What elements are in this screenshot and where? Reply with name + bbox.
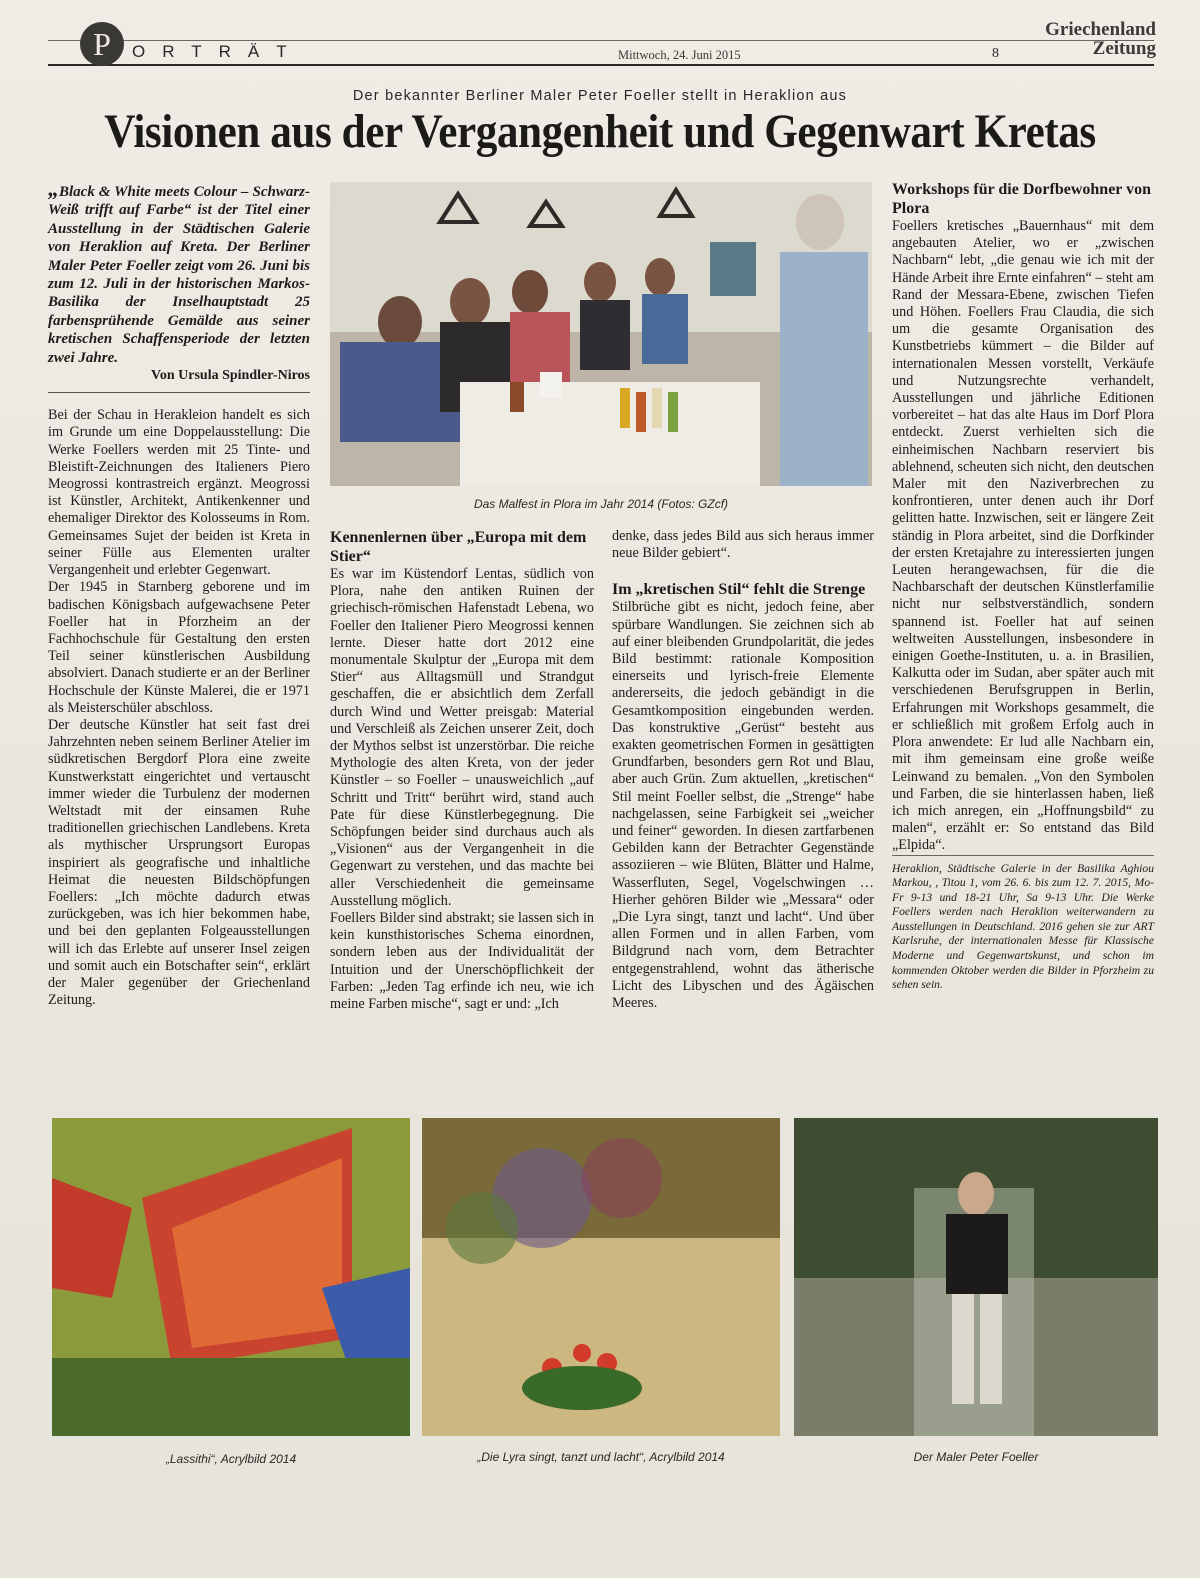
photo-caption: „Die Lyra singt, tanzt und lacht“, Acrylbild 2014 xyxy=(477,1450,725,1464)
body-paragraph: Foellers kretisches „Bauernhaus“ mit dem angebauten Atelier, wo er „zwischen Nachbarn“ lebt, „die genau wie ich mit der Hände Arbeit ihre Ernte einfahren“ – steht am Rand der Messara-Ebene, zwischen Tiefen und Höhen. Foellers Frau Claudia, die sich um die gesamte Organisation des Kunstbetriebs kümmert – die Bilder auf internationalen Messen vorstellt, Verkäufe und Nutzungsrechte verhandelt, Ausstellungen und jährliche Editionen vorbereitet – hat das alte Haus im Dorf Plora entdeckt. Zuerst verhielten sich die einheimischen Nachbarn reserviert bis ablehnend, scheuten sich nicht, den deutschen Maler mit den Naziverbrechen zu konfrontieren, unter denen auch ihr Dorf gelitten hatte. Inzwischen, seit er längere Zeit ständig in Plora arbeitet, sind die Dorfkinder der ersten Kretajahre zu interessierten jungen Leuten herangewachsen, für die die Nachbarschaft der deutschen Künstlerfamilie nicht nur selbstverständlich, sondern spannend ist. Foeller hat auf seinen weltweiten Ausstellungen, insbesondere in einigen Goethe-Instituten, u. a. in Brasilien, Kalkutta oder im Sudan, aber später auch mit verschiedenen Berufsgruppen in Berlin, Erfahrungen mit Workshops gesammelt, die er schließlich mit großem Erfolg auch in Plora anwendete: Er lud alle Nachbarn ein, mit ihm gemeinsam eine große weiße Leinwand zu bemalen. „Von den Symbolen und Farben, die sie hinterlassen haben, ließ ich mich anregen, ein „Hoffnungsbild“ zu malen“, erzählt er: So entstand das Bild „Elpida“. xyxy=(892,218,1154,854)
subheading: Im „kretischen Stil“ fehlt die Strenge xyxy=(612,581,866,599)
divider xyxy=(48,392,310,393)
painting-lassithi xyxy=(52,1118,410,1436)
body-paragraph: Es war im Küstendorf Lentas, südlich von Plora, nahe den antiken Ruinen der griechisch-römischen Hafenstadt Lebena, wo Foeller den Italiener Piero Meogrossi kennen lernte. Dieser hatte dort 2012 eine monumentale Skulptur der „Europa mit dem Stier“ aus Alltagsmüll und Strandgut geschaffen, die er absichtlich dem Zerfall durch Wind und Wetter preisgab: Material und Verschleiß als Zeichen unserer Zeit, doch der Mythos selbst ist unzerstörbar. Die reiche Mythologie des alten Kreta, von der jeder Künstler – so Foeller – unausweichlich „auf Schritt und Tritt“ berührt wird, stand auch Pate für diese Künstlerbegegnung. Die Schöpfungen beider sind durchaus auch als „Visionen“ aus der Vergangenheit in die Gegenwart zu verstehen, und das machte bei aller Verschiedenheit die gemeinsame Ausstellung möglich. xyxy=(330,566,594,909)
kicker: Der bekannter Berliner Maler Peter Foeller stellt in Heraklion aus xyxy=(352,88,848,104)
photo-caption: Der Maler Peter Foeller xyxy=(913,1450,1039,1464)
photo-painter-portrait xyxy=(794,1118,1158,1436)
lead-quote: „ xyxy=(48,176,59,201)
section-initial-badge: P xyxy=(80,22,124,66)
section-label: ORTRÄT xyxy=(132,42,304,61)
column-2 xyxy=(330,528,594,1013)
body-paragraph: denke, dass jedes Bild aus sich heraus immer neue Bilder gebiert“. xyxy=(612,528,874,562)
column-3 xyxy=(612,528,874,1012)
photo-caption: Das Malfest in Plora im Jahr 2014 (Fotos: GZcf) xyxy=(473,497,729,511)
lead-paragraph xyxy=(48,176,310,367)
masthead-rule xyxy=(48,40,1154,41)
body-paragraph: Der deutsche Künstler hat seit fast drei Jahrzehnten neben seinem Berliner Atelier im südkretischen Bergdorf Plora eine zweite Kunstwerkstatt eingerichtet und vertauscht immer wieder die Turbulenz der modernen Weltstadt mit der einsamen Ruhe traditionellen griechischen Landlebens. Kreta als mythischer Ursprungsort Europas inspiriert als geografische und inhaltliche Heimat die neuesten Bildschöpfungen Foellers: „Ich möchte dadurch etwas zurückgeben, was ich hier bekommen habe, und bei den geplanten Folgeausstellungen will ich das Erlebte auf unserer Insel zeigen und somit auch ein Botschafter sein“, erklärt der Maler gegenüber der Griechenland Zeitung. xyxy=(48,716,310,1009)
logo-line: Zeitung xyxy=(1092,38,1156,59)
painting-illustration xyxy=(52,1118,410,1436)
column-4 xyxy=(892,180,1154,993)
byline: Von Ursula Spindler-Niros xyxy=(151,368,310,384)
body-paragraph: Stilbrüche gibt es nicht, jedoch feine, aber spürbare Wandlungen. Sie zeichnen sich ab auf einer bleibenden Grundpolarität, die jedes Bild bestimmt: rationale Komposition einerseits und lyrisch-freie Elemente andererseits, die jedoch gebändigt in die Gesamtkomposition eingebunden werden. Das konstruktive „Gerüst“ besteht aus exakten geometrischen Formen in gesättigten Grundfarben, besonders gern Rot und Blau, aber auch Grün. Zum aktuellen, „kretischen“ Stil meint Foeller selbst, die „Strenge“ habe nachgelassen, seine Farbigkeit sei „weicher und feiner“ geworden. In diesen zartfarbenen Gebilden kann der Betrachter Gegenstände assoziieren – wie Blüten, Blätter und Halme, Wasserfluten, Segel, Vogelschwingen … Hierher gehören Bilder wie „Messara“ oder „Die Lyra singt, tanzt und lacht“. Und über allen Formen und in allen Farben, vom Bildgrund nach vorn, dem Betrachter entgegenstrahlend, wohnt das ätherische Licht des Libyschen und des Ägäischen Meeres. xyxy=(612,599,874,1012)
lead-text: Black & White meets Colour – Schwarz-Weiß trifft auf Farbe“ ist der Titel einer Ausstellung in der Städtischen Galerie von Heraklion auf Kreta. Der Berliner Maler Peter Foeller zeigt vom 26. Juni bis zum 12. Juli in der historischen Markos-Basilika der Inselhauptstadt 25 farbensprühende Gemälde aus seiner kretischen Schaffensperiode der letzten zwei Jahre. xyxy=(48,184,310,366)
painting-illustration xyxy=(422,1118,780,1436)
photo-illustration xyxy=(330,182,872,486)
exhibition-info: Heraklion, Städtische Galerie in der Basilika Aghiou Markou, , Titou 1, vom 26. 6. bis zum 12. 7. 2015, Mo-Fr 9-13 und 18-21 Uhr, Sa 9-13 Uhr. Die Werke Foellers werden nach Heraklion weiterwandern zu Ausstellungen in Deutschland. 2016 gehen sie zur ART Karlsruhe, der internationalen Messe für Klassische Moderne und Gegenwartskunst, und schon im kommenden Oktober werden die Bilder in Pforzheim zu sehen sein. xyxy=(892,855,1154,993)
body-paragraph: Der 1945 in Starnberg geborene und im badischen Königsbach aufgewachsene Peter Foeller hat in Pforzheim an der Fachhochschule für Gestaltung den ersten Teil seiner künstlerischen Ausbildung absolviert. Danach studierte er an der Berliner Hochschule der Künste Malerei, die er 1971 als Meisterschüler abschloss. xyxy=(48,579,310,716)
page-number: 8 xyxy=(992,46,999,61)
painting-lyra xyxy=(422,1118,780,1436)
subheading: Workshops für die Dorfbewohner von Plora xyxy=(892,181,1151,217)
subheading: Kennenlernen über „Europa mit dem Stier“ xyxy=(330,529,587,565)
column-1 xyxy=(48,176,310,1009)
newspaper-logo xyxy=(1026,20,1156,58)
masthead xyxy=(48,20,1154,70)
photo-painting-festival xyxy=(330,182,872,486)
logo-line: Griechenland xyxy=(1045,19,1156,40)
body-paragraph: Foellers Bilder sind abstrakt; sie lassen sich in kein kunsthistorisches Schema einordnen, sondern leben aus der Individualität der Intuition und der Unerschöpflichkeit der Farben: „Jeden Tag erfinde ich neu, wie ich meine Farben mische“, sagt er und: „Ich xyxy=(330,910,594,1013)
body-paragraph: Bei der Schau in Herakleion handelt es sich im Grunde um eine Doppelausstellung: Die Werke Foellers werden mit 25 Tinte- und Bleistift-Zeichnungen des Italieners Piero Meogrossi kontrastreich ergänzt. Meogrossi ist Künstler, Architekt, Antikenkenner und ehemaliger Direktor des Kolosseums in Rom. Gemeinsames Sujet der beiden ist Kreta in seiner Fülle aus Elementen uralter Vergangenheit und erlebter Gegenwart. xyxy=(48,407,310,579)
headline: Visionen aus der Vergangenheit und Gegenwart Kretas xyxy=(104,105,1096,158)
masthead-rule xyxy=(48,64,1154,66)
photo-illustration xyxy=(794,1118,1158,1436)
photo-caption: „Lassithi“, Acrylbild 2014 xyxy=(165,1452,297,1466)
issue-date: Mittwoch, 24. Juni 2015 xyxy=(618,48,741,62)
